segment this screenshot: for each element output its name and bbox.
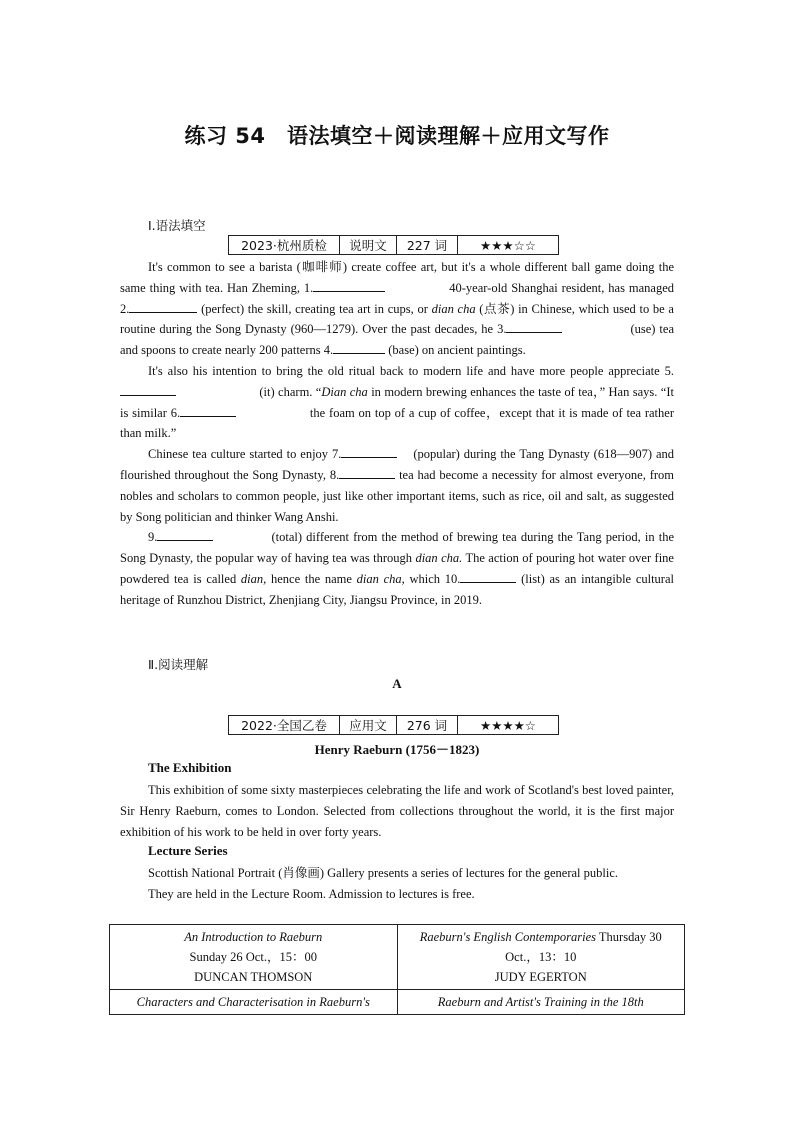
meta-wordcount: 276 词 — [397, 716, 458, 735]
section-heading-grammar: Ⅰ.语法填空 — [148, 218, 206, 233]
blank-3[interactable] — [506, 320, 562, 333]
meta-wordcount: 227 词 — [397, 236, 458, 255]
lecture-title: Characters and Characterisation in Raeburn's — [136, 995, 370, 1009]
grammar-passage — [120, 257, 674, 611]
exhibition-text-block — [120, 780, 674, 842]
meta-genre: 说明文 — [340, 236, 397, 255]
lecture-row — [110, 925, 685, 990]
meta-source: 2023·杭州质检 — [229, 236, 340, 255]
meta-source: 2022·全国乙卷 — [229, 716, 340, 735]
lecture-time: Oct.，13：10 — [505, 950, 577, 964]
lecture-table — [109, 924, 685, 1015]
reading-meta-table — [228, 715, 559, 735]
lecture-cell — [397, 990, 685, 1015]
grammar-paragraph-1: It's common to see a barista (咖啡师) create coffee art, but it's a whole different ball game doing the same thing with tea. Han Zheming, 1. 40-year-old Shanghai resident, has managed 2. (perfect) the skill, creating tea art in cups, or dian cha (点茶) in Chinese, which used to be a routine during the Song Dynasty (960—1279). Over the past decades, he 3. (use) tea and spoons to create nearly 200 patterns 4. (base) on ancient paintings. — [120, 260, 674, 358]
lecture-title: An Introduction to Raeburn — [184, 930, 323, 944]
blank-4[interactable] — [333, 341, 385, 354]
lecture-speaker: JUDY EGERTON — [494, 970, 587, 984]
page-title: 练习 54 语法填空＋阅读理解＋应用文写作 — [184, 124, 610, 148]
lecture-speaker: DUNCAN THOMSON — [194, 970, 313, 984]
blank-2[interactable] — [129, 300, 197, 313]
lecture-text-1: Scottish National Portrait (肖像画) Gallery presents a series of lectures for the general public. — [148, 866, 618, 880]
blank-5[interactable] — [120, 383, 176, 396]
lecture-time: Thursday 30 — [596, 930, 662, 944]
lecture-text-2: They are held in the Lecture Room. Admission to lectures is free. — [148, 886, 475, 901]
meta-difficulty: ★★★★☆ — [458, 716, 559, 735]
blank-7[interactable] — [341, 445, 397, 458]
lecture-cell — [110, 990, 398, 1015]
lecture-title: Raeburn's English Contemporaries — [419, 930, 597, 944]
lecture-cell — [397, 925, 685, 990]
grammar-paragraph-4: 9. (total) different from the method of brewing tea during the Tang period, in the Song Dynasty, the popular way of having tea was through dian cha. The action of pouring hot water over fine powdered tea is called dian, hence the name dian cha, which 10. (list) as an intangible cultural heritage of Runzhou District, Zhenjiang City, Jiangsu Province, in 2019. — [120, 530, 674, 607]
meta-difficulty: ★★★☆☆ — [458, 236, 559, 255]
lecture-cell — [110, 925, 398, 990]
lecture-heading: Lecture Series — [148, 843, 228, 858]
lecture-row — [110, 990, 685, 1015]
meta-genre: 应用文 — [340, 716, 397, 735]
section-heading-reading: Ⅱ.阅读理解 — [148, 657, 209, 672]
passage-meta-table — [228, 235, 559, 255]
part-label: A — [392, 676, 402, 691]
grammar-paragraph-2: It's also his intention to bring the old ritual back to modern life and have more people appreciate 5. (it) charm. “Dian cha in modern brewing enhances the taste of tea，” Han says. “It is similar 6. the foam on top of a cup of coffee，except that it is made of tea rather than milk.” — [120, 363, 674, 441]
blank-9[interactable] — [157, 528, 213, 541]
lecture-time: Sunday 26 Oct.，15：00 — [189, 950, 317, 964]
article-title: Henry Raeburn (1756－1823) — [314, 742, 480, 757]
blank-10[interactable] — [460, 570, 516, 583]
blank-8[interactable] — [339, 466, 395, 479]
grammar-paragraph-3: Chinese tea culture started to enjoy 7. (popular) during the Tang Dynasty (618—907) and flourished throughout the Song Dynasty, 8. tea had become a necessity for almost everyone, from nobles and scholars to common people, just like other important items, such as rice, oil and salt, as suggested by Song politician and thinker Wang Anshi. — [120, 447, 674, 524]
lecture-title: Raeburn and Artist's Training in the 18th — [437, 995, 644, 1009]
lecture-text-block — [120, 863, 674, 905]
blank-6[interactable] — [180, 404, 236, 417]
exhibition-heading: The Exhibition — [148, 760, 232, 775]
blank-1[interactable] — [313, 279, 385, 292]
exhibition-text: This exhibition of some sixty masterpieces celebrating the life and work of Scotland's best loved painter, Sir Henry Raeburn, comes to London. Selected from collections throughout the world, it is the first major exhibition of his work to be held in over forty years. — [120, 783, 674, 839]
